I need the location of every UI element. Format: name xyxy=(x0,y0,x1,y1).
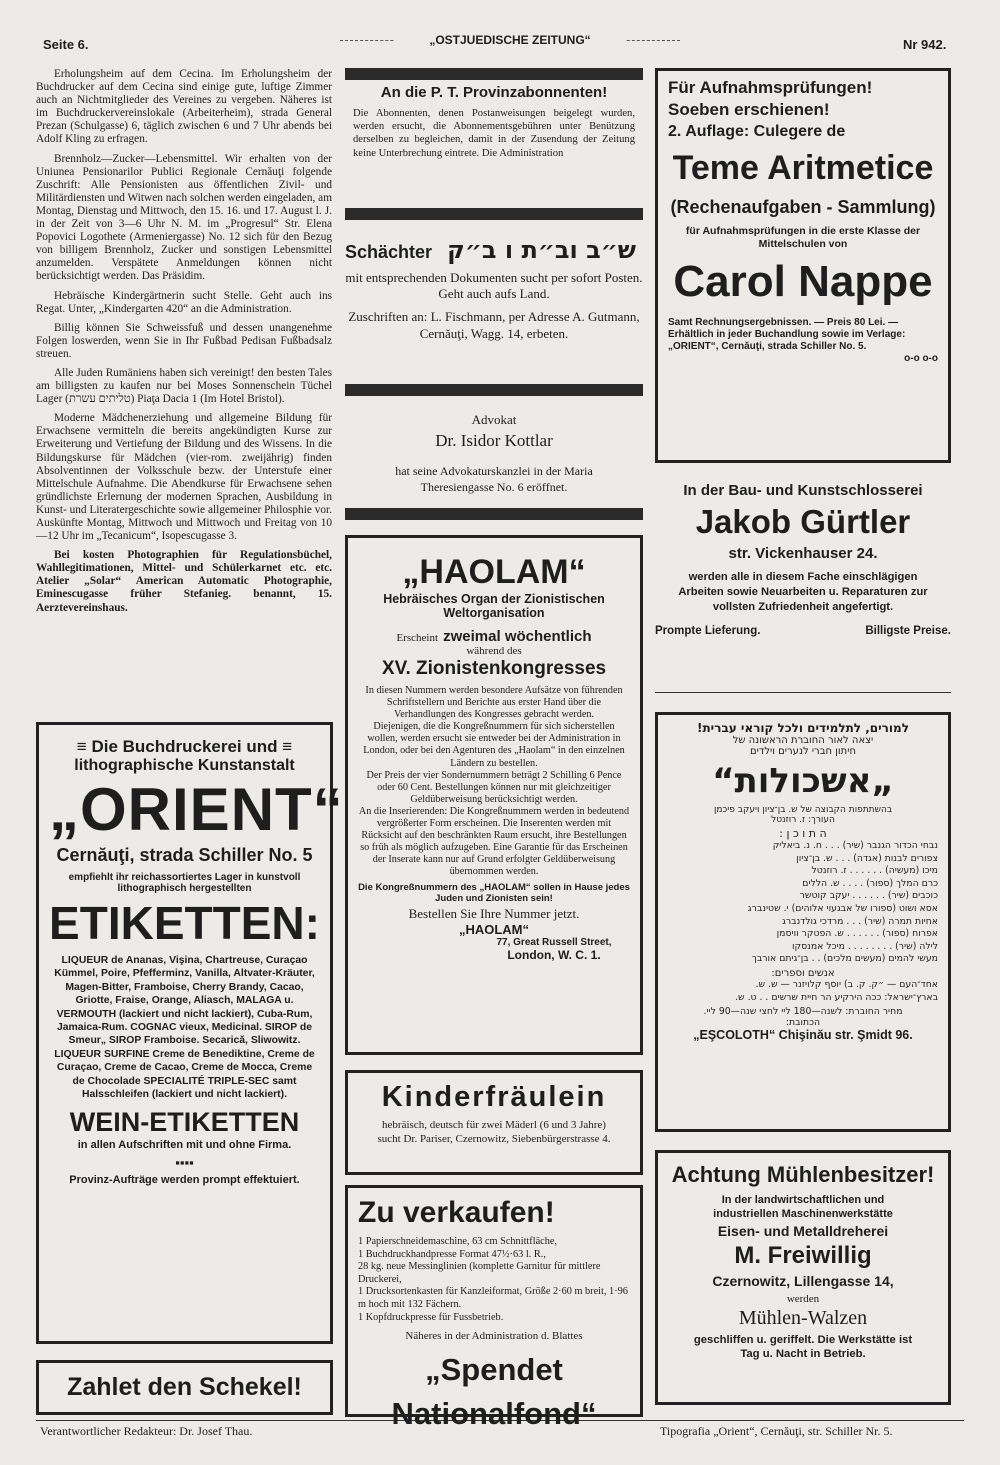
footer-editor: Verantwortlicher Redakteur: Dr. Josef Thau. xyxy=(40,1424,253,1438)
orient-ornament: ▪▪▪▪ xyxy=(175,1155,194,1171)
schaechter-title: Schächter xyxy=(345,242,433,262)
eshkolot-section2: אנשים וספרים: xyxy=(771,967,835,979)
eshkolot-entry: אסא ושוט (ספורו של אבגעוי אלוהים) י. שטינברג xyxy=(747,902,938,914)
guertler-street: str. Vickenhauser 24. xyxy=(728,545,878,562)
haolam-erscheint-strong: zweimal wöchentlich xyxy=(443,628,592,645)
verkaufen-title: Zu verkaufen! xyxy=(358,1196,555,1229)
schaechter-contact: Zuschriften an: L. Fischmann, per Adresse A. Gutmann, Cernăuţi, Wagg. 14, erbeten. xyxy=(348,309,640,341)
eshkolot-entry: אחיות תמרה (שיר) . . . מרדכי גולדנברג xyxy=(781,915,938,927)
eshkolot-toc: ה ת ו כ ן : xyxy=(779,827,827,840)
notice-erholungsheim: Erholungsheim auf dem Cecina. Im Erholungsheim der Buchdrucker auf dem Cecina sind einige gute, luftige Zimmer auch an Nichtmitglieder des Vereines zu vergeben. Näheres ist im Buchdruckervereinslokale (Arbeiterheim), strada General Prezan (Schulgasse) 6, täglich zwischen 6 und 7 Uhr abends bei Adolf Kling zu erfragen. xyxy=(36,68,332,146)
haolam-addr1: 77, Great Russell Street, xyxy=(496,936,612,948)
orient-topline2: lithographische Kunstanstalt xyxy=(74,757,295,774)
guertler-ad xyxy=(655,482,951,637)
eshkolot-address: „EŞCOLOTH“ Chişinău str. Şmidt 96. xyxy=(693,1028,913,1043)
teme-foot: Samt Rechnungsergebnissen. — Preis 80 Lei. — Erhältlich in jeder Buchandlung sowie im Verlage: „ORIENT“, Cernăuţi, strada Schiller No. 5. xyxy=(668,317,906,352)
verkaufen-footer: Näheres in der Administration d. Blattes xyxy=(405,1330,583,1343)
orient-wein-sub: in allen Aufschriften mit und ohne Firma. xyxy=(77,1139,292,1152)
muehlen-walzen: Mühlen-Walzen xyxy=(738,1307,868,1329)
advokat-body: hat seine Advokaturskanzlei in der Maria Theresiengasse No. 6 eröffnet. xyxy=(395,464,593,494)
haolam-erscheint-suffix: während des xyxy=(466,645,522,657)
guertler-name: Jakob Gürtler xyxy=(695,503,911,540)
guertler-right: Billigste Preise. xyxy=(865,625,951,637)
teme-line2: Soeben erschienen! xyxy=(668,100,830,119)
eshkolot-line1: למורים, לתלמידים ולכל קוראי עברית! xyxy=(697,721,909,735)
guertler-left: Prompte Lieferung. xyxy=(655,625,761,637)
haolam-body2: Diejenigen, die die Kongreßnummern für sich sicherstellen wollen, werden ersucht sie entweder bei der Administration in London, oder bei den Agenturen des „Haolam“ in den einzelnen Ländern zu bestellen. xyxy=(363,721,625,769)
verkaufen-item: 1 Papierschneidemaschine, 63 cm Schnittfläche, xyxy=(358,1236,558,1247)
haolam-subtitle: Hebräisches Organ der Zionistischen Weltorganisation xyxy=(383,592,605,620)
eshkolot-ad xyxy=(655,712,951,1132)
muehlen-ad xyxy=(655,1150,951,1405)
orient-topline: ≡ Die Buchdruckerei und ≡ xyxy=(76,737,293,756)
notice-maedchenerziehung: Moderne Mädchenerziehung und allgemeine Bildung für Erwachsene vermitteln die bereits angekündigten Kurse zur Erweiterung und Vertiefung der Bildung und des Wissens. In die Bildungskurse für Mädchen (vier-rom. zweijährig) finden Absolventinnen der Volksschule bezw. der Unterstufe einer Mittelschule Aufnahme. Die Abendkurse für Erwachsene sehen gründlichste Erlernung der modernen Sprachen, Ausbildung in Kunst- und Literatergeschichte sowie allgemeiner Philosphie vor. Auskünfte Montag, Mittwoch und Mittwoch und Freitag von 10—12 Uhr im „Tecanicum“, Isopescugasse 3. xyxy=(36,412,332,543)
haolam-congress: XV. Zionistenkongresses xyxy=(381,658,607,679)
haolam-note: Die Kongreßnummern des „HAOLAM“ sollen in Hause jedes Juden und Zionisten sein! xyxy=(358,881,630,904)
verkaufen-item: 1 Kopfdruckpresse für Fussbetrieb. xyxy=(358,1311,504,1323)
page-number-label: Seite 6. xyxy=(43,37,89,52)
teme-line3: 2. Auflage: Culegere de xyxy=(668,123,846,140)
bar-advokat xyxy=(345,508,643,520)
haolam-order: Bestellen Sie Ihre Nummer jetzt. xyxy=(408,905,580,921)
verkaufen-item: 28 kg. neue Messinglinien (komplette Garnitur für mittlere Druckerei, xyxy=(358,1261,601,1285)
verkaufen-item: 1 Drucksortenkasten für Kanzleiformat, Größe 2·60 m breit, 1·96 m hoch mit 132 Fächern. xyxy=(358,1286,628,1310)
bar-bottom-provinz xyxy=(345,208,643,220)
schaechter-hebrew: ש״ב וב״ת ו ב״ק xyxy=(447,236,636,264)
footer-printer: Tipografia „Orient“, Cernăuţi, str. Schiller Nr. 5. xyxy=(660,1424,893,1438)
haolam-body3: Der Preis der vier Sondernummern beträgt 2 Schilling 6 Pence oder 60 Cent. Bestellungen können nur mit gleichzeitiger Geldüberweisung berücksichtigt werden. xyxy=(366,769,622,805)
eshkolot-entries xyxy=(668,840,938,966)
bar-schaechter xyxy=(345,384,643,396)
eshkolot-editors: בהשתתפות הקבוצה של ש. בן־ציון ויעקב פיכמן xyxy=(713,805,893,815)
verkaufen-items xyxy=(358,1236,630,1324)
advokat-label: Advokat xyxy=(471,412,517,427)
muehlen-title: Achtung Mühlenbesitzer! xyxy=(671,1162,935,1187)
teme-big2: (Rechenaufgaben - Sammlung) xyxy=(670,197,936,217)
eshkolot-entry: צפורים לבנות (אגדה) . . . ש. בן־ציון xyxy=(796,852,938,864)
notice-kindergaertnerin: Hebräische Kindergärtnerin sucht Stelle. Geht auch ins Regat. Unter, „Kindergarten 420“ an die Administration. xyxy=(36,289,332,315)
eshkolot-editor2: העורך: ז. רוזנטל xyxy=(771,815,835,825)
haolam-addr2: London, W. C. 1. xyxy=(507,947,601,962)
guertler-line1: In der Bau- und Kunstschlosserei xyxy=(683,482,923,499)
teme-mark: o-o o-o xyxy=(904,353,938,364)
haolam-body4: An die Inserierenden: Die Kongreßnummern werden in bedeutend vergrößerter Form erscheinen. Die Inserenten werden mit Rücksicht auf den beschränkten Raum ersucht, ihre Bestellungen so früh als möglich aufzugeben. Eine Garantie für das Erscheinen der Inserate kann nur auf Grund erfolgter Geldüberweisung übernommen werden. xyxy=(358,805,630,878)
teme-ad xyxy=(655,68,951,463)
eshkolot-line3: חיתון חברי לנערים וילדים xyxy=(750,746,856,757)
haolam-body1: In diesen Nummern werden besondere Aufsätze von führenden Schriftstellern und Berichte aus erster Hand über die Verhandlungen des Kongresses gebracht werden. xyxy=(365,685,623,721)
orient-recommend: empfiehlt ihr reichassortiertes Lager in kunstvoll lithographisch hergestellten xyxy=(68,872,301,894)
notice-photographien: Bei kosten Photographien für Regulationsbüchel, Wahllegitimationen, Mittel- und Schülerkarnet etc. etc. Atelier „Solar“ American Automatic Photographie, Eminescugasse früher Stefanieg. benannt, 15. Aerztevereinshaus. xyxy=(36,549,332,614)
haolam-ad xyxy=(345,535,643,1055)
kinder-ad xyxy=(345,1070,643,1175)
orient-wein-etiketten: WEIN-ETIKETTEN xyxy=(69,1107,300,1138)
issue-number: Nr 942. xyxy=(903,37,947,52)
orient-address: Cernăuţi, strada Schiller No. 5 xyxy=(56,845,313,865)
muehlen-line1: In der landwirtschaftlichen und industriellen Maschinenwerkstätte xyxy=(713,1194,893,1220)
verkaufen-item: 1 Buchdruckhandpresse Format 47½·63 l. R., xyxy=(358,1248,546,1260)
orient-provinz: Provinz-Aufträge werden prompt effektuiert. xyxy=(69,1174,300,1187)
eshkolot-entry: מיכו (מעשיה) . . . . . . ז. רוזנטל xyxy=(811,865,938,877)
eshkolot-entry: כרם המלך (ספור) . . . . ש. הללים xyxy=(802,877,938,889)
schekel-ad: Zahlet den Schekel! xyxy=(36,1360,333,1415)
orient-etiketten: ETIKETTEN: xyxy=(49,897,320,949)
muehlen-name: M. Freiwillig xyxy=(734,1242,872,1269)
guertler-bottom-row xyxy=(655,625,951,637)
verkaufen-ad xyxy=(345,1185,643,1432)
eshkolot-entry2: אחד־העם — ״ק. ק. ב) יוסף קלויזנר — ש. ש. xyxy=(755,978,938,990)
eshkolot-entry: כוכבים (שיר) . . . . . . יעקב קוטשר xyxy=(799,890,938,902)
schaechter-ad xyxy=(345,236,643,342)
muehlen-line2: Eisen- und Metalldreherei xyxy=(717,1223,889,1239)
orient-liquor-list: LIQUEUR de Ananas, Vişina, Chartreuse, Curaçao Kümmel, Poire, Pfefferminz, Vanilla, Altvater-Kräuter, Magen-Bitter, Framboise, Cherry Brandy, Cacao, Griotte, Fraise, Orange, Aliasch, MALAGA u. VERMOUTH (lackiert und nicht lackiert), Cuba-Rum, Jamaica-Rum. COGNAC vieux, Medicinal. SIROP de Smeur„ SIROP Framboise. Secarică, Sliwowitz. LIQUEUR SURFINE Creme de Benediktine, Creme de Curaçao, Creme de Cacao, Creme de Mocca, Creme de Chocolade SPECIALITÉ TRIPLE-SEC samt Halsschleifen (lackiert und nicht lackiert). xyxy=(54,955,315,1101)
provinz-title: An die P. T. Provinzabonnenten! xyxy=(380,84,608,101)
haolam-sig: „HAOLAM“ xyxy=(458,921,530,937)
advokat-name: Dr. Isidor Kottlar xyxy=(435,431,553,450)
eshkolot-entries2 xyxy=(668,979,938,1004)
teme-big: Teme Aritmetice xyxy=(672,149,934,187)
eshkolot-entry: נבחי הכדור הגנבר (שיר) . . . ח. נ. ביאליק xyxy=(772,840,938,851)
eshkolot-entry: מעשי להמים (מעשים מלכים) . . בן־גיתם אורבך xyxy=(751,953,938,965)
haolam-erscheint xyxy=(358,626,630,645)
eshkolot-address-heb: הכתובת: xyxy=(785,1017,821,1029)
kinder-title: Kinderfräulein xyxy=(381,1081,607,1113)
teme-line1: Für Aufnahmsprüfungen! xyxy=(668,78,873,97)
notice-pedisan: Billig können Sie Schweissfuß und dessen unangenehme Folgen loswerden, wenn Sie in Ihr Fußbad Pedisan Fußbadsalz streuen. xyxy=(36,321,332,360)
teme-author: Carol Nappe xyxy=(673,257,933,306)
kinder-body: hebräisch, deutsch für zwei Mäderl (6 und 3 Jahre) sucht Dr. Pariser, Czernowitz, Siebenbürgerstrasse 4. xyxy=(377,1119,611,1145)
eshkolot-entry2: בארץ־ישראל: ככה הירקיע הר חיית שרשים . . ט. ש. xyxy=(735,991,938,1003)
guertler-body: werden alle in diesem Fache einschlägigen Arbeiten sowie Neuarbeiten u. Reparaturen zur vollsten Zufriedenheit angefertigt. xyxy=(678,571,928,613)
eshkolot-line2: יצאה לאור החוברת הראשונה של xyxy=(732,735,874,746)
eshkolot-price: מחיר החוברת: לשנה—180 ליי לחצי שנה—90 ליי. xyxy=(703,1006,903,1018)
left-column-notices xyxy=(36,68,332,621)
teme-sub: für Aufnahmsprüfungen in die erste Klasse der Mittelschulen von xyxy=(685,225,921,250)
provinz-body: Die Abonnenten, denen Postanweisungen beigelegt wurden, werden ersucht, die Abonnementsgebühren unter Benützung derselben zu begleichen, damit in der Zusendung der Zeitung keine Unterbrechung eintrete. Die Administration xyxy=(353,108,635,159)
eshkolot-title: „אשכולות“ xyxy=(712,761,894,801)
notice-tales: Alle Juden Rumäniens haben sich vereinigt! den besten Tales am billigsten zu kaufen nur bei Moses Sonnenschein Tüchel Lager (טליתים עשרת) Piaţa Dacia 1 (Im Hotel Bristol). xyxy=(36,366,332,406)
notice-brennholz: Brennholz—Zucker—Lebensmittel. Wir erhalten von der Uniunea Pensionarilor Publici Regionale Cernăuţi folgende Zuschrift: Alle Pensionisten aus öffentlichen Zivil- und Militärdiensten und Witwen nach solchen werden eingeladen, am Montag, Dienstag und Mittwoch, den 15. 16. und 17. August l. J. in der Zeit von 3—6 Uhr N. M. im „Progresul“ Str. Elena Popovici Logothete (Armeniergasse) No. 12 sich für den Bezug von billigem Brennholz, Zucker und sonstigen Lebensmittel anzumelden. Verspätete Anmeldungen können nicht berücksichtigt werden. Das Präsidim. xyxy=(36,152,332,283)
bar-top-provinz xyxy=(345,68,643,80)
paper-title: „OSTJUEDISCHE ZEITUNG“ xyxy=(395,33,625,47)
eshkolot-entry: לילה (שיר) . . . . . . . . מיכל אמנסקו xyxy=(791,940,938,952)
eshkolot-entry: אפרוח (ספור) . . . . . . ש. הפטקר וויסמן xyxy=(776,928,938,940)
advokat-ad xyxy=(345,412,643,495)
nationalfond-slogan: „Spendet Nationalfond“ xyxy=(391,1352,597,1432)
orient-name: „ORIENT“ xyxy=(49,776,344,843)
muehlen-body: geschliffen u. geriffelt. Die Werkstätte ist Tag u. Nacht in Betrieb. xyxy=(693,1334,913,1360)
schaechter-body: mit entsprechenden Dokumenten sucht per sofort Posten. Geht auch aufs Land. xyxy=(345,270,643,301)
muehlen-werden: werden xyxy=(786,1293,820,1305)
haolam-title: „HAOLAM“ xyxy=(402,553,586,591)
muehlen-addr: Czernowitz, Lillengasse 14, xyxy=(712,1273,894,1289)
guertler-rule xyxy=(655,692,951,693)
haolam-erscheint-prefix: Erscheint xyxy=(396,632,439,644)
orient-ad xyxy=(36,722,344,1344)
provinz-notice xyxy=(345,84,643,160)
